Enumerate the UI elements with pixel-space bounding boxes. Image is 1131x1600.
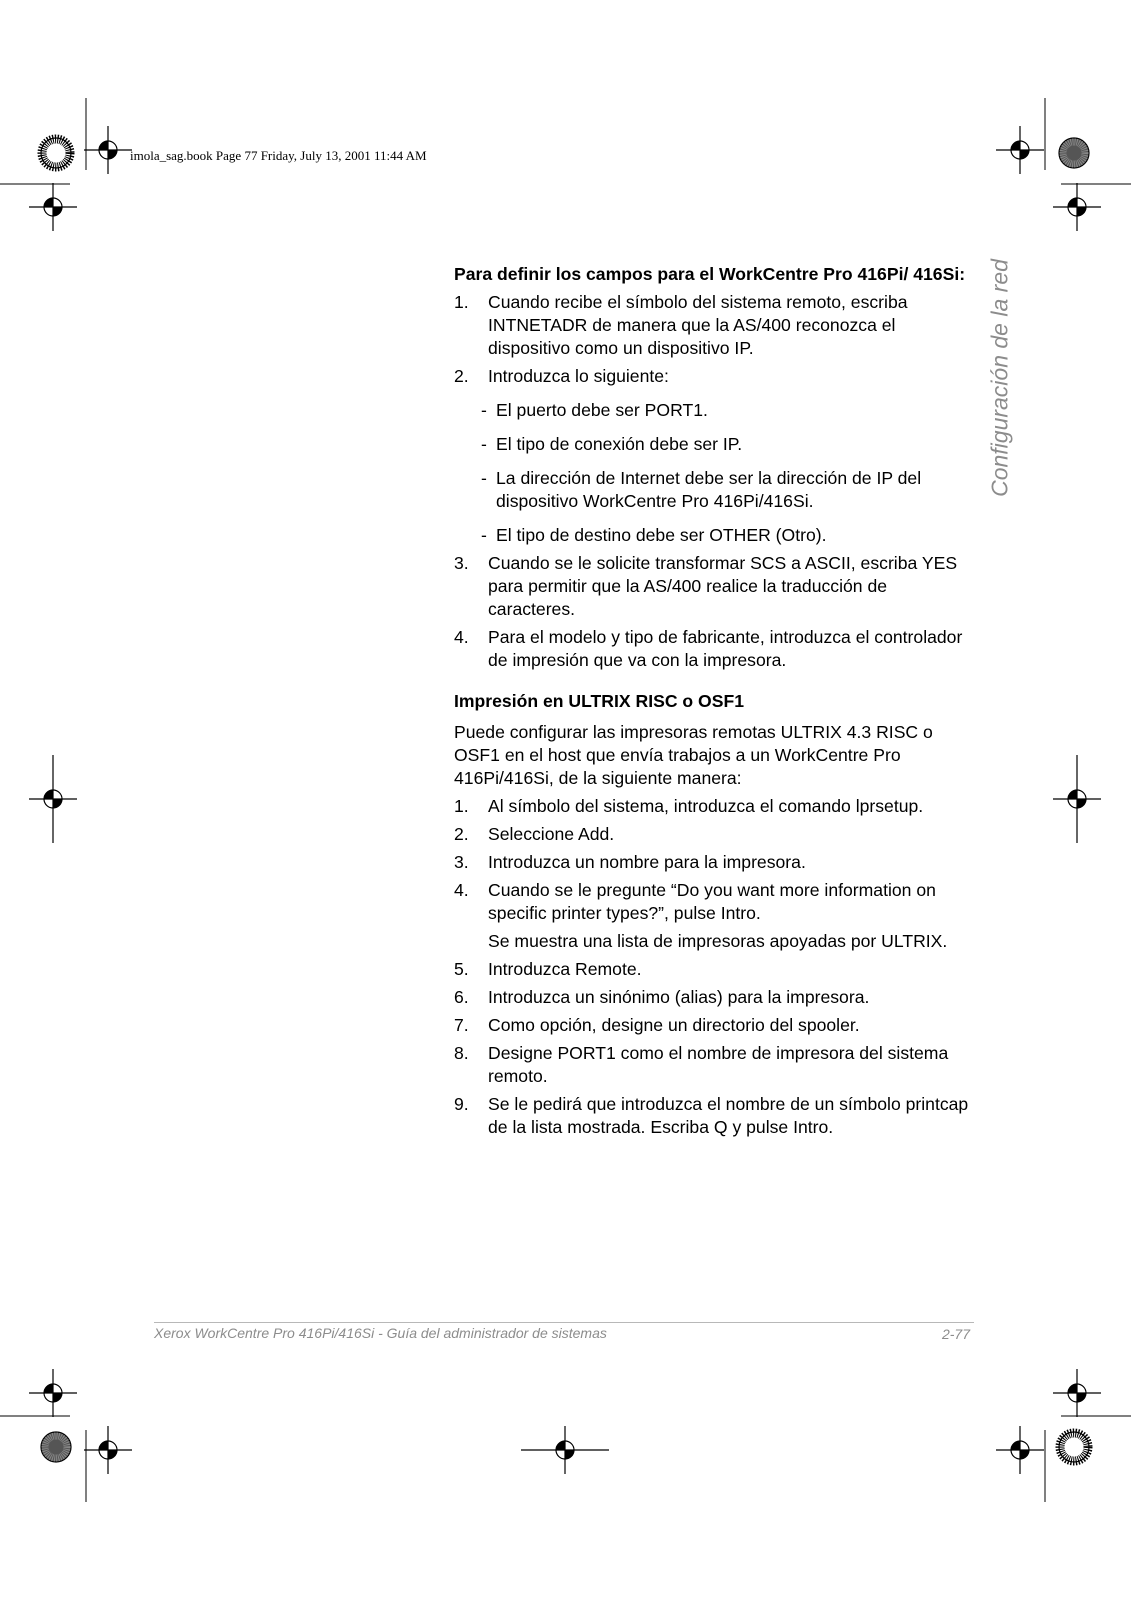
sub-item [481, 524, 974, 547]
section1-steps-continued [454, 552, 974, 672]
step-text: Introduzca un nombre para la impresora. [488, 852, 806, 872]
section1-heading: Para definir los campos para el WorkCentre Pro 416Pi/ 416Si: [454, 264, 966, 284]
list-item [454, 879, 974, 953]
main-content [454, 263, 974, 1139]
step-text: Para el modelo y tipo de fabricante, introduzca el controlador de impresión que va con la impresora. [488, 627, 963, 670]
step-text: Designe PORT1 como el nombre de impresora del sistema remoto. [488, 1043, 949, 1086]
section2-steps [454, 795, 974, 1139]
list-item [454, 1042, 974, 1088]
page-number: 2-77 [941, 1326, 970, 1342]
list-item [454, 795, 974, 818]
side-tab-label: Configuración de la red [986, 259, 1013, 497]
sub-item-text: La dirección de Internet debe ser la dirección de IP del dispositivo WorkCentre Pro 416Pi/416Si. [496, 468, 922, 511]
sub-item-text: El puerto debe ser PORT1. [496, 400, 708, 420]
step-number: 3. [454, 852, 469, 872]
step-number: 1. [454, 292, 469, 312]
section2-intro: Puede configurar las impresoras remotas ULTRIX 4.3 RISC o OSF1 en el host que envía trabajos a un WorkCentre Pro 416Pi/416Si, de la siguiente manera: [454, 722, 933, 788]
step-text: Al símbolo del sistema, introduzca el comando lprsetup. [488, 796, 924, 816]
sub-item-text: El tipo de destino debe ser OTHER (Otro). [496, 525, 827, 545]
list-item [454, 291, 974, 360]
step-text: Introduzca Remote. [488, 959, 642, 979]
step-text: Cuando se le solicite transformar SCS a ASCII, escriba YES para permitir que la AS/400 realice la traducción de caracteres. [488, 553, 958, 619]
sub-item [481, 433, 974, 456]
page-footer [154, 1322, 974, 1342]
list-item [454, 1093, 974, 1139]
list-item [454, 823, 974, 846]
sub-item-text: El tipo de conexión debe ser IP. [496, 434, 743, 454]
step-number: 4. [454, 880, 469, 900]
list-item [454, 851, 974, 874]
dash-marker: - [481, 400, 487, 420]
step-number: 1. [454, 796, 469, 816]
list-item [454, 552, 974, 621]
footer-title: Xerox WorkCentre Pro 416Pi/416Si - Guía del administrador de sistemas [154, 1325, 607, 1341]
step-number: 6. [454, 987, 469, 1007]
list-item [454, 626, 974, 672]
dash-marker: - [481, 525, 487, 545]
step-number: 2. [454, 366, 469, 386]
list-item [454, 986, 974, 1009]
print-header: imola_sag.book Page 77 Friday, July 13, 2001 11:44 AM [130, 148, 427, 163]
dash-marker: - [481, 434, 487, 454]
step-number: 3. [454, 553, 469, 573]
section1-steps [454, 291, 974, 388]
step-text: Introduzca lo siguiente: [488, 366, 669, 386]
step-text: Cuando recibe el símbolo del sistema remoto, escriba INTNETADR de manera que la AS/400 reconozca el dispositivo como un dispositivo IP. [488, 292, 908, 358]
section2-heading: Impresión en ULTRIX RISC o OSF1 [454, 691, 745, 711]
step-number: 8. [454, 1043, 469, 1063]
step-number: 9. [454, 1094, 469, 1114]
step-number: 4. [454, 627, 469, 647]
step-text: Como opción, designe un directorio del spooler. [488, 1015, 860, 1035]
step-text: Se le pedirá que introduzca el nombre de un símbolo printcap de la lista mostrada. Escriba Q y pulse Intro. [488, 1094, 969, 1137]
step-number: 5. [454, 959, 469, 979]
step-number: 2. [454, 824, 469, 844]
step-text: Seleccione Add. [488, 824, 615, 844]
sub-item [481, 399, 974, 422]
list-item [454, 1014, 974, 1037]
step-continuation: Se muestra una lista de impresoras apoyadas por ULTRIX. [488, 931, 948, 951]
list-item [454, 958, 974, 981]
sub-items [454, 399, 974, 547]
dash-marker: - [481, 468, 487, 488]
sub-item [481, 467, 974, 513]
step-text: Cuando se le pregunte “Do you want more information on specific printer types?”, pulse Intro. [488, 880, 936, 923]
step-text: Introduzca un sinónimo (alias) para la impresora. [488, 987, 870, 1007]
list-item [454, 365, 974, 388]
step-number: 7. [454, 1015, 469, 1035]
